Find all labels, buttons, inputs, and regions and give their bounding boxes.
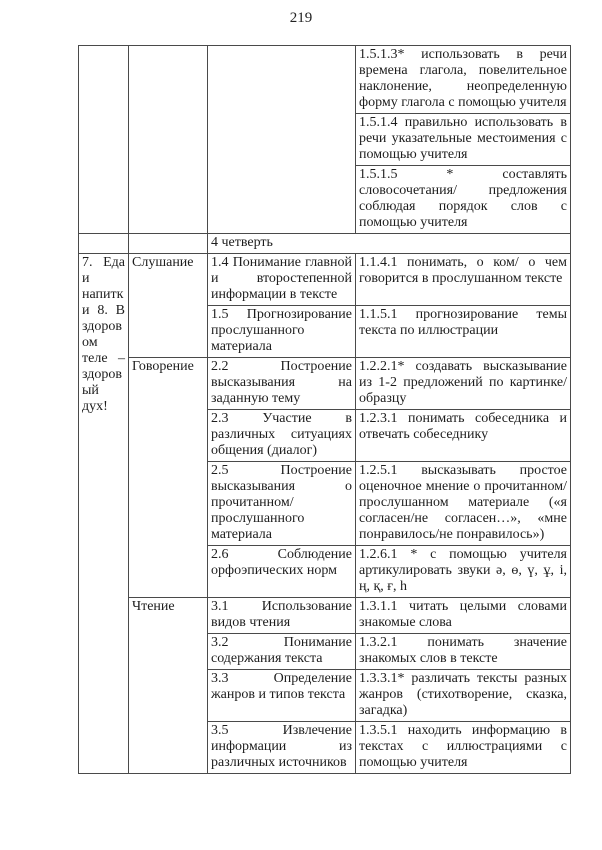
subskill-cell: 3.5 Извлечение информации из различных источников bbox=[208, 722, 356, 774]
subskill-cell: 3.2 Понимание содержания текста bbox=[208, 634, 356, 670]
subskill-cell: 3.1 Использование видов чтения bbox=[208, 598, 356, 634]
objective-cell: 1.2.6.1 * с помощью учителя артикулировать звуки ә, ө, ү, ұ, і, ң, қ, ғ, һ bbox=[356, 546, 571, 598]
objective-cell: 1.2.3.1 понимать собеседника и отвечать собеседнику bbox=[356, 410, 571, 462]
page-number: 219 bbox=[289, 10, 313, 26]
objective-cell: 1.1.5.1 прогнозирование темы текста по иллюстрации bbox=[356, 306, 571, 358]
table-row bbox=[79, 46, 571, 114]
subskill-continuation-cell bbox=[208, 46, 356, 234]
table-row bbox=[79, 254, 571, 306]
objective-cell: 1.2.2.1* создавать высказывание из 1-2 предложений по картинке/образцу bbox=[356, 358, 571, 410]
curriculum-table bbox=[78, 45, 571, 774]
skill-continuation-cell bbox=[129, 234, 208, 254]
subskill-cell: 3.3 Определение жанров и типов текста bbox=[208, 670, 356, 722]
subskill-cell: 1.5 Прогнозирование прослушанного материала bbox=[208, 306, 356, 358]
skill-cell-speaking: Говорение bbox=[129, 358, 208, 598]
table-row bbox=[79, 598, 571, 634]
objective-cell: 1.5.1.5 * составлять словосочетания/ предложения соблюдая порядок слов с помощью учителя bbox=[356, 166, 571, 234]
objective-cell: 1.5.1.3* использовать в речи времена глагола, повелительное наклонение, неопределенную форму глагола с помощью учителя bbox=[356, 46, 571, 114]
objective-cell: 1.1.4.1 понимать, о ком/ о чем говорится в прослушанном тексте bbox=[356, 254, 571, 306]
objective-cell: 1.5.1.4 правильно использовать в речи указательные местоимения с помощью учителя bbox=[356, 114, 571, 166]
table-row bbox=[79, 234, 571, 254]
subskill-cell: 2.3 Участие в различных ситуациях общения (диалог) bbox=[208, 410, 356, 462]
quarter-header-cell: 4 четверть bbox=[208, 234, 571, 254]
objective-cell: 1.3.3.1* различать тексты разных жанров (стихотворение, сказка, загадка) bbox=[356, 670, 571, 722]
theme-continuation-cell bbox=[79, 234, 129, 254]
subskill-cell: 2.2 Построение высказывания на заданную тему bbox=[208, 358, 356, 410]
theme-cell: 7. Еда и напитки 8. В здоровом теле – здоровый дух! bbox=[79, 254, 129, 774]
skill-cell-reading: Чтение bbox=[129, 598, 208, 774]
subskill-cell: 1.4 Понимание главной и второстепенной информации в тексте bbox=[208, 254, 356, 306]
subskill-cell: 2.5 Построение высказывания о прочитанном/прослушанного материала bbox=[208, 462, 356, 546]
skill-continuation-cell bbox=[129, 46, 208, 234]
objective-cell: 1.3.5.1 находить информацию в текстах с иллюстрациями с помощью учителя bbox=[356, 722, 571, 774]
subskill-cell: 2.6 Соблюдение орфоэпических норм bbox=[208, 546, 356, 598]
table-row bbox=[79, 358, 571, 410]
skill-cell-listening: Слушание bbox=[129, 254, 208, 358]
theme-continuation-cell bbox=[79, 46, 129, 234]
objective-cell: 1.3.1.1 читать целыми словами знакомые слова bbox=[356, 598, 571, 634]
objective-cell: 1.3.2.1 понимать значение знакомых слов в тексте bbox=[356, 634, 571, 670]
objective-cell: 1.2.5.1 высказывать простое оценочное мнение о прочитанном/ прослушанном материале («я согласен/не согласен…», «мне понравилось/не понравилось») bbox=[356, 462, 571, 546]
